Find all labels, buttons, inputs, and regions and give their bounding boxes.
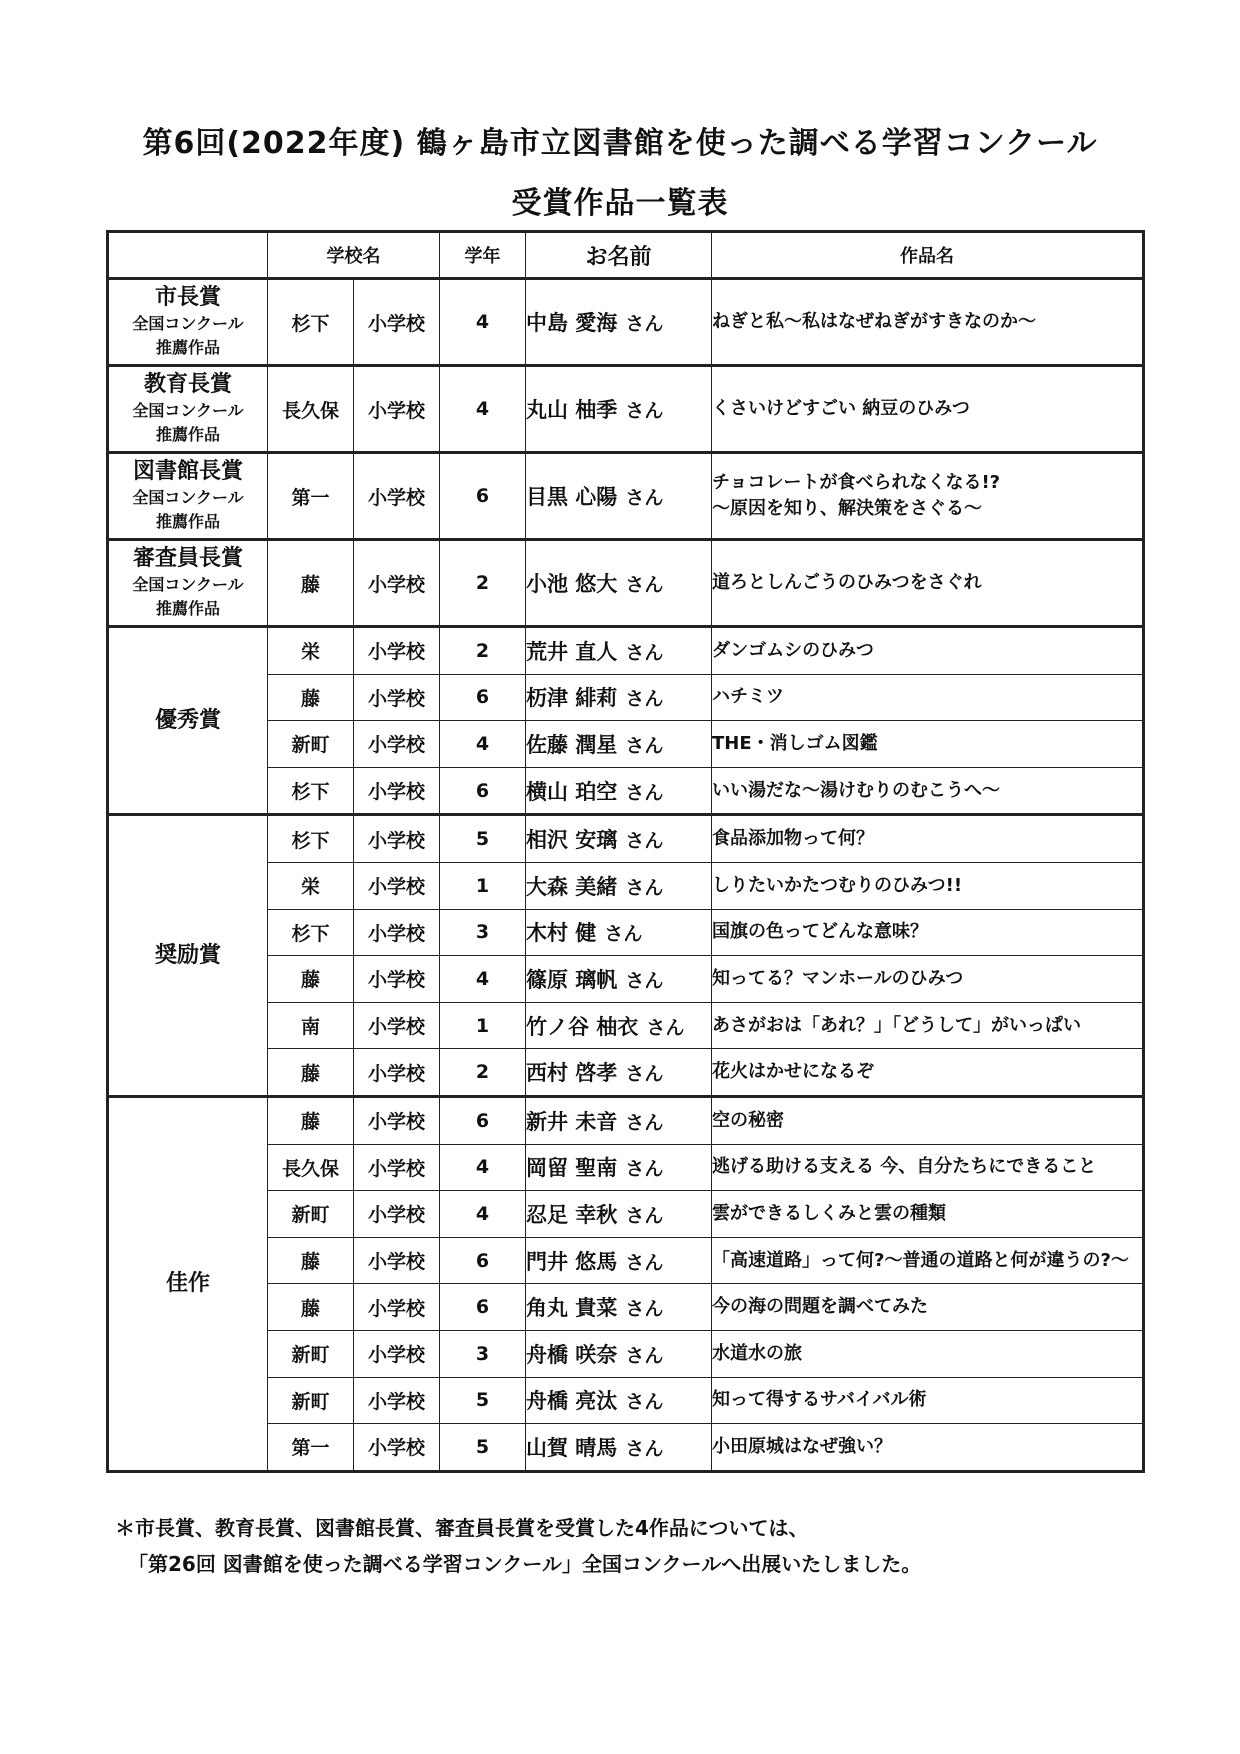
grade-cell: 4 <box>440 366 526 453</box>
footnote-line-2: 「第26回 図書館を使った調べる学習コンクール」全国コンクールへ出展いたしました。 <box>128 1552 922 1576</box>
award-name: 市長賞 <box>154 285 221 310</box>
award-header <box>108 232 268 279</box>
work-title: 今の海の問題を調べてみた <box>712 1296 928 1318</box>
grade-cell: 4 <box>440 956 526 1003</box>
honorific: さん <box>625 1063 664 1086</box>
honorific: さん <box>625 688 664 711</box>
school-type-cell: 小学校 <box>354 1002 440 1049</box>
grade-cell: 3 <box>440 909 526 956</box>
award-note: 推薦作品 <box>155 338 220 357</box>
award-cell <box>108 627 268 815</box>
honorific: さん <box>625 830 664 853</box>
award-name: 優秀賞 <box>154 707 221 733</box>
grade-cell: 6 <box>440 1237 526 1284</box>
grade-cell: 5 <box>440 815 526 863</box>
grade-header: 学年 <box>440 232 526 279</box>
school-cell: 藤 <box>268 1049 354 1097</box>
honorific: さん <box>625 1298 664 1321</box>
award-note: 全国コンクール <box>132 401 244 420</box>
student-name: 山賀 晴馬 <box>526 1435 618 1460</box>
school-type-cell: 小学校 <box>354 1330 440 1377</box>
student-cell <box>526 909 712 956</box>
student-cell <box>526 1096 712 1144</box>
grade-cell: 6 <box>440 674 526 721</box>
school-cell: 杉下 <box>268 279 354 366</box>
work-title-cell <box>712 540 1144 627</box>
grade-cell: 4 <box>440 721 526 768</box>
award-note: 全国コンクール <box>132 575 244 594</box>
award-name: 審査員長賞 <box>132 546 243 571</box>
student-cell <box>526 1330 712 1377</box>
work-title: くさいけどすごい 納豆のひみつ <box>712 398 970 419</box>
work-header: 作品名 <box>712 232 1144 279</box>
student-cell <box>526 453 712 540</box>
award-note: 推薦作品 <box>155 425 220 444</box>
work-title-cell <box>712 1049 1144 1097</box>
honorific: さん <box>625 969 664 992</box>
work-title: ねぎと私～私はなぜねぎがすきなのか～ <box>712 311 1036 332</box>
grade-cell: 4 <box>440 1191 526 1238</box>
award-name: 図書館長賞 <box>132 459 243 484</box>
student-cell <box>526 1144 712 1191</box>
work-title: 雲ができるしくみと雲の種類 <box>712 1202 946 1224</box>
footnote-line-1: ＊市長賞、教育長賞、図書館長賞、審査員長賞を受賞した4作品については、 <box>115 1516 809 1540</box>
student-name: 舟橋 亮汰 <box>526 1389 618 1414</box>
student-cell <box>526 1237 712 1284</box>
work-title-cell <box>712 862 1144 909</box>
work-title: いい湯だな～湯けむりのむこうへ～ <box>712 779 1000 801</box>
school-cell: 藤 <box>268 956 354 1003</box>
school-cell: 藤 <box>268 1096 354 1144</box>
honorific: さん <box>625 1437 664 1460</box>
school-cell: 杉下 <box>268 909 354 956</box>
student-cell <box>526 279 712 366</box>
work-title-cell <box>712 956 1144 1003</box>
work-title: 食品添加物って何？ <box>712 828 874 850</box>
honorific: さん <box>625 734 664 757</box>
award-cell <box>108 540 268 627</box>
student-name: 相沢 安璃 <box>526 828 618 853</box>
work-title-cell <box>712 1377 1144 1424</box>
award-name: 奨励賞 <box>154 942 221 968</box>
school-type-cell: 小学校 <box>354 627 440 675</box>
page-title: 第6回(2022年度) 鶴ヶ島市立図書館を使った調べる学習コンクール <box>142 126 1098 161</box>
school-cell: 藤 <box>268 540 354 627</box>
student-cell <box>526 366 712 453</box>
school-type-cell: 小学校 <box>354 721 440 768</box>
school-cell: 藤 <box>268 674 354 721</box>
grade-cell: 2 <box>440 540 526 627</box>
work-title: あさがおは「あれ？」「どうして」がいっぱい <box>712 1014 1081 1036</box>
student-name: 新井 未音 <box>526 1109 618 1134</box>
student-name: 篠原 璃帆 <box>526 967 618 992</box>
honorific: さん <box>625 1158 664 1181</box>
school-type-cell: 小学校 <box>354 1377 440 1424</box>
table-row <box>108 815 1144 863</box>
award-name: 教育長賞 <box>143 372 232 397</box>
honorific: さん <box>646 1016 685 1039</box>
school-cell: 南 <box>268 1002 354 1049</box>
honorific: さん <box>625 1204 664 1227</box>
work-title: 知って得するサバイバル術 <box>712 1389 927 1411</box>
table-row <box>108 1096 1144 1144</box>
student-cell <box>526 1424 712 1472</box>
student-name: 目黒 心陽 <box>526 485 618 509</box>
work-title-cell <box>712 721 1144 768</box>
grade-cell: 6 <box>440 767 526 815</box>
table-row <box>108 627 1144 675</box>
school-type-cell: 小学校 <box>354 1424 440 1472</box>
student-name: 門井 悠馬 <box>526 1249 618 1274</box>
school-type-cell: 小学校 <box>354 956 440 1003</box>
school-type-cell: 小学校 <box>354 1144 440 1191</box>
grade-cell: 3 <box>440 1330 526 1377</box>
awards-table <box>106 230 1145 1473</box>
student-name: 木村 健 <box>526 921 597 946</box>
honorific: さん <box>604 923 643 946</box>
work-title-cell <box>712 1424 1144 1472</box>
work-title-cell <box>712 1330 1144 1377</box>
award-note: 推薦作品 <box>155 512 220 531</box>
student-cell <box>526 815 712 863</box>
name-header: お名前 <box>526 232 712 279</box>
work-title: 道ろとしんごうのひみつをさぐれ <box>712 572 982 593</box>
table-header-row <box>108 232 1144 279</box>
student-name: 忍足 幸秋 <box>526 1202 618 1227</box>
school-cell: 第一 <box>268 453 354 540</box>
award-cell <box>108 453 268 540</box>
award-note: 全国コンクール <box>132 488 244 507</box>
school-cell: 第一 <box>268 1424 354 1472</box>
school-cell: 長久保 <box>268 1144 354 1191</box>
school-cell: 栄 <box>268 862 354 909</box>
school-type-cell: 小学校 <box>354 279 440 366</box>
work-title: 空の秘密 <box>712 1109 784 1131</box>
school-cell: 杉下 <box>268 815 354 863</box>
work-title: ～原因を知り、解決策をさぐる～ <box>712 498 982 519</box>
award-name: 佳作 <box>165 1270 210 1296</box>
school-type-cell: 小学校 <box>354 674 440 721</box>
school-type-cell: 小学校 <box>354 815 440 863</box>
school-type-cell: 小学校 <box>354 453 440 540</box>
table-row <box>108 453 1144 540</box>
award-cell <box>108 815 268 1097</box>
school-header: 学校名 <box>268 232 440 279</box>
honorific: さん <box>625 781 664 804</box>
student-name: 佐藤 潤星 <box>526 732 618 757</box>
grade-cell: 4 <box>440 1144 526 1191</box>
award-cell <box>108 1096 268 1471</box>
student-name: 西村 啓孝 <box>526 1061 618 1086</box>
table-row <box>108 279 1144 366</box>
student-name: 舟橋 咲奈 <box>526 1342 618 1367</box>
student-cell <box>526 627 712 675</box>
work-title: 逃げる助ける支える 今、自分たちにできること <box>712 1156 1097 1178</box>
school-cell: 杉下 <box>268 767 354 815</box>
award-note: 推薦作品 <box>155 599 220 618</box>
student-name: 角丸 貴菜 <box>526 1296 618 1321</box>
work-title-cell <box>712 627 1144 675</box>
honorific: さん <box>625 1344 664 1367</box>
student-cell <box>526 1191 712 1238</box>
honorific: さん <box>625 574 664 596</box>
student-cell <box>526 540 712 627</box>
work-title-cell <box>712 1144 1144 1191</box>
honorific: さん <box>625 641 664 664</box>
school-type-cell: 小学校 <box>354 366 440 453</box>
school-type-cell: 小学校 <box>354 909 440 956</box>
student-cell <box>526 1284 712 1331</box>
honorific: さん <box>625 313 664 335</box>
work-title-cell <box>712 453 1144 540</box>
grade-cell: 2 <box>440 627 526 675</box>
work-title: 花火はかせになるぞ <box>712 1061 874 1083</box>
student-name: 横山 珀空 <box>526 779 618 804</box>
honorific: さん <box>625 400 664 422</box>
work-title-cell <box>712 1096 1144 1144</box>
school-cell: 新町 <box>268 1330 354 1377</box>
school-type-cell: 小学校 <box>354 1284 440 1331</box>
school-type-cell: 小学校 <box>354 1237 440 1284</box>
student-name: 竹ノ谷 柚衣 <box>526 1014 639 1039</box>
table-row <box>108 366 1144 453</box>
work-title: 水道水の旅 <box>712 1342 802 1364</box>
grade-cell: 4 <box>440 279 526 366</box>
student-name: 荒井 直人 <box>526 639 618 664</box>
school-cell: 新町 <box>268 1377 354 1424</box>
student-cell <box>526 1002 712 1049</box>
school-cell: 新町 <box>268 1191 354 1238</box>
work-title-cell <box>712 1284 1144 1331</box>
work-title-cell <box>712 1237 1144 1284</box>
school-cell: 栄 <box>268 627 354 675</box>
grade-cell: 6 <box>440 453 526 540</box>
student-name: 岡留 聖南 <box>526 1156 618 1181</box>
student-cell <box>526 721 712 768</box>
student-cell <box>526 1049 712 1097</box>
school-cell: 藤 <box>268 1237 354 1284</box>
table-body <box>108 279 1144 1472</box>
work-title-cell <box>712 279 1144 366</box>
work-title-cell <box>712 674 1144 721</box>
work-title-cell <box>712 366 1144 453</box>
school-type-cell: 小学校 <box>354 1049 440 1097</box>
student-name: 小池 悠大 <box>526 572 618 596</box>
student-cell <box>526 1377 712 1424</box>
school-type-cell: 小学校 <box>354 1096 440 1144</box>
work-title: 「高速道路」って何?～普通の道路と何が違うの?～ <box>712 1249 1129 1271</box>
work-title-cell <box>712 909 1144 956</box>
student-cell <box>526 674 712 721</box>
grade-cell: 6 <box>440 1284 526 1331</box>
honorific: さん <box>625 1251 664 1274</box>
grade-cell: 5 <box>440 1377 526 1424</box>
school-type-cell: 小学校 <box>354 862 440 909</box>
work-title: 国旗の色ってどんな意味？ <box>712 921 928 943</box>
school-cell: 長久保 <box>268 366 354 453</box>
grade-cell: 1 <box>440 1002 526 1049</box>
work-title-cell <box>712 767 1144 815</box>
work-title: 知ってる？マンホールのひみつ <box>712 967 964 989</box>
student-cell <box>526 862 712 909</box>
work-title: ハチミツ <box>712 686 784 708</box>
award-note: 全国コンクール <box>132 314 244 333</box>
school-type-cell: 小学校 <box>354 767 440 815</box>
work-title: 小田原城はなぜ強い？ <box>712 1435 892 1457</box>
student-cell <box>526 767 712 815</box>
award-cell <box>108 366 268 453</box>
work-title: チョコレートが食べられなくなる!? <box>712 472 1001 493</box>
honorific: さん <box>625 487 664 509</box>
school-type-cell: 小学校 <box>354 1191 440 1238</box>
work-title-cell <box>712 815 1144 863</box>
school-cell: 藤 <box>268 1284 354 1331</box>
work-title-cell <box>712 1191 1144 1238</box>
student-cell <box>526 956 712 1003</box>
student-name: 丸山 柚季 <box>526 398 618 422</box>
student-name: 杤津 緋莉 <box>526 686 618 711</box>
award-cell <box>108 279 268 366</box>
grade-cell: 6 <box>440 1096 526 1144</box>
page-subtitle: 受賞作品一覧表 <box>511 186 729 221</box>
honorific: さん <box>625 1111 664 1134</box>
table-row <box>108 540 1144 627</box>
honorific: さん <box>625 1391 664 1414</box>
grade-cell: 1 <box>440 862 526 909</box>
grade-cell: 2 <box>440 1049 526 1097</box>
work-title-cell <box>712 1002 1144 1049</box>
school-cell: 新町 <box>268 721 354 768</box>
honorific: さん <box>625 876 664 899</box>
grade-cell: 5 <box>440 1424 526 1472</box>
work-title: ダンゴムシのひみつ <box>712 639 874 661</box>
work-title: THE・消しゴム図鑑 <box>712 732 878 754</box>
work-title: しりたいかたつむりのひみつ!! <box>712 874 963 896</box>
school-type-cell: 小学校 <box>354 540 440 627</box>
student-name: 中島 愛海 <box>526 311 618 335</box>
student-name: 大森 美緒 <box>526 874 618 899</box>
